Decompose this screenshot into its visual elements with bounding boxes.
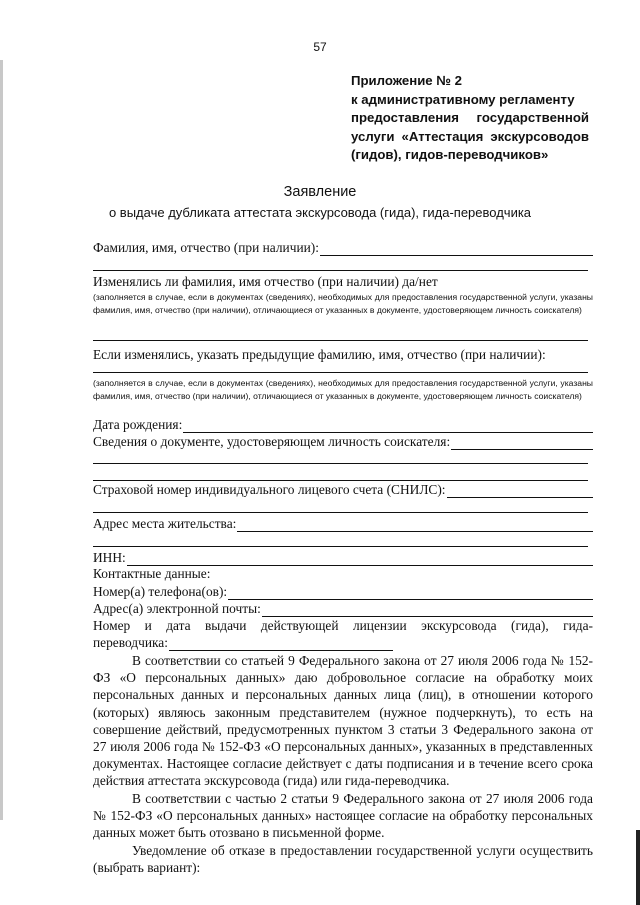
field-label: Фамилия, имя, отчество (при наличии): xyxy=(93,240,319,255)
field-fio xyxy=(93,240,593,256)
appendix-line: (гидов), гидов-переводчиков» xyxy=(351,147,549,162)
field-label: переводчика: xyxy=(93,635,168,650)
field-label: Контактные данные: xyxy=(93,566,211,581)
snils-input-line[interactable] xyxy=(447,485,593,498)
address-input-line[interactable] xyxy=(237,519,593,532)
appendix-line: предоставления государственной xyxy=(351,110,589,125)
field-label: Изменялись ли фамилия, имя отчество (при наличии) да/нет xyxy=(93,274,438,289)
refusal-paragraph: Уведомление об отказе в предоставлении государственной услуги осуществить (выбрать вариант): xyxy=(93,843,593,876)
field-label: Страховой номер индивидуального лицевого счета (СНИЛС): xyxy=(93,482,446,497)
field-inn xyxy=(93,550,593,566)
email-input-line[interactable] xyxy=(262,604,593,617)
revocation-paragraph: В соответствии с частью 2 статьи 9 Федерального закона от 27 июля 2006 года № 152-ФЗ «О персональных данных» настоящее согласие на обработку персональных данных может быть отозвано в письменной форме. xyxy=(93,791,593,841)
appendix-header xyxy=(351,72,589,165)
field-license xyxy=(93,618,593,634)
name-changed-input-line[interactable] xyxy=(93,340,588,341)
birth-date-input-line[interactable] xyxy=(183,420,593,433)
license-input-line[interactable] xyxy=(169,638,393,651)
consent-paragraph: В соответствии со статьей 9 Федерального закона от 27 июля 2006 года № 152-ФЗ «О персональных данных» даю добровольное согласие на обработку моих персональных данных и персональных данных лица (лиц), в отношении которого (которых) являюсь законным представителем (нужное подчеркнуть), то есть на совершение действий, предусмотренных пунктом 3 статьи 3 Федерального закона от 27 июля 2006 года № 152-ФЗ «О персональных данных», указанных в представленных документах. Настоящее согласие действует с даты подписания и в течение всего срока действия аттестата экскурсовода (гида) или гида-переводчика. xyxy=(93,653,593,789)
field-label: Номер(а) телефона(ов): xyxy=(93,584,228,599)
address-extra-line[interactable] xyxy=(93,546,588,547)
scan-edge-left xyxy=(0,60,3,820)
field-label: ИНН: xyxy=(93,550,126,565)
field-snils xyxy=(93,482,593,498)
form-title: Заявление xyxy=(283,184,357,200)
field-previous-name xyxy=(93,347,593,363)
field-label: Если изменялись, указать предыдущие фамилию, имя, отчество (при наличии): xyxy=(93,347,546,362)
page-number: 57 xyxy=(313,40,327,54)
appendix-line: услуги «Аттестация экскурсоводов xyxy=(351,128,589,144)
field-contacts xyxy=(93,566,593,582)
field-email xyxy=(93,601,593,617)
form-subtitle: о выдаче дубликата аттестата экскурсовода (гида), гида-переводчика xyxy=(108,205,532,220)
id-document-extra-line[interactable] xyxy=(93,480,588,481)
appendix-line: к административному регламенту xyxy=(351,91,575,107)
field-note: (заполняется в случае, если в документах (сведениях), необходимых для предоставления государственной услуги, указаны фамилия, имя, отчество (при наличии), отличающиеся от указанных в документе, удостоверяющем личность соискателя) xyxy=(93,292,593,315)
field-note: (заполняется в случае, если в документах (сведениях), необходимых для предоставления государственной услуги, указаны фамилия, имя, отчество (при наличии), отличающиеся от указанных в документе, удостоверяющем личность соискателя) xyxy=(93,378,593,401)
appendix-line: Приложение № 2 xyxy=(351,73,463,88)
phone-input-line[interactable] xyxy=(228,587,593,600)
field-label: Сведения о документе, удостоверяющем личность соискателя: xyxy=(93,434,451,449)
field-id-document xyxy=(93,434,593,450)
previous-name-input-line[interactable] xyxy=(93,372,588,373)
snils-extra-line[interactable] xyxy=(93,512,588,513)
field-address xyxy=(93,516,593,532)
field-name-changed xyxy=(93,274,593,290)
field-label: Дата рождения: xyxy=(93,417,183,432)
id-document-extra-line[interactable] xyxy=(93,463,588,464)
field-birth-date xyxy=(93,417,593,433)
field-label: Номер и дата выдачи действующей лицензии экскурсовода (гида), гида- xyxy=(93,618,593,633)
id-document-input-line[interactable] xyxy=(451,437,593,450)
fio-extra-line[interactable] xyxy=(93,270,588,271)
inn-input-line[interactable] xyxy=(127,553,593,566)
scan-edge-right xyxy=(636,830,640,905)
field-phone xyxy=(93,584,593,600)
fio-input-line[interactable] xyxy=(320,243,593,256)
field-label: Адрес(а) электронной почты: xyxy=(93,601,261,616)
field-license-cont xyxy=(93,635,393,651)
field-label: Адрес места жительства: xyxy=(93,516,237,531)
